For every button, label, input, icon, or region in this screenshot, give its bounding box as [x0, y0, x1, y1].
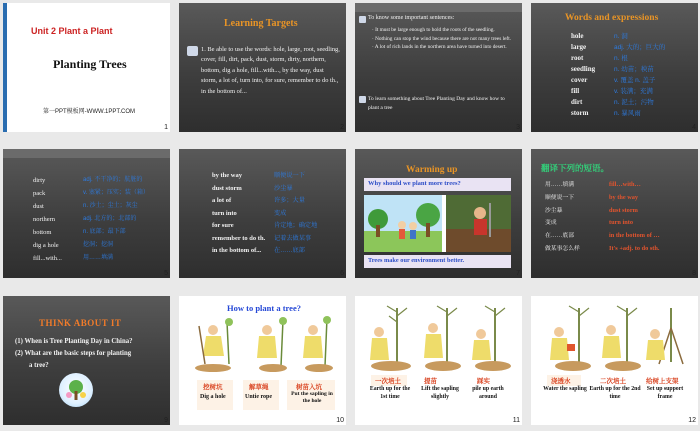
slide-3-canvas [355, 3, 522, 132]
caption-en: Lift the sapling slightly [421, 386, 459, 400]
step-water-figure [550, 306, 591, 371]
slide-number: 7 [516, 270, 520, 277]
meaning-item: v. 装满；充满 [614, 88, 653, 95]
word-item: remember to do th. [212, 234, 266, 242]
slide-10-canvas [179, 296, 346, 425]
question-text: Why should we plant more trees? [368, 180, 461, 187]
meaning-item: n. 暴风雨 [614, 110, 641, 117]
slide-heading: How to plant a tree? [227, 303, 301, 313]
phrase-item: 沙尘暴 [545, 207, 563, 214]
phrase-item: dust storm [609, 206, 638, 214]
meaning-item: adj. 大的；巨大的 [614, 44, 666, 51]
slide-heading: THINK ABOUT IT [39, 318, 122, 328]
meaning-item: adj. 北方的；北部的 [83, 216, 137, 222]
slide-thumbnail-6[interactable] [179, 149, 346, 278]
caption-cn: 树苗入坑 [296, 384, 322, 391]
note-icon [187, 46, 198, 56]
question-item: a tree? [29, 362, 49, 369]
caption-en: Water the sapling [543, 386, 587, 392]
slide-body: 1. Be able to use the words: hole, large, root, seedling, cover, fill, dirt, pack, dust, storm, dirty, northern, bottom, dig a hole, fill...with..., by the way, dust storm, a lot of, turn into, for sure, remember to do th., in the bottom of... [201, 46, 340, 95]
caption-cn: 提苗 [424, 378, 437, 385]
caption-en: Dig a hole [200, 394, 226, 400]
note-icon [359, 96, 366, 103]
meaning-column [83, 174, 149, 265]
word-item: bottom [33, 229, 52, 236]
slide-number: 8 [692, 270, 696, 277]
caption-cn: 浇透水 [551, 378, 571, 385]
word-item: by the way [212, 172, 242, 179]
meaning-item: 沙尘暴 [274, 184, 293, 192]
slide-top-bar [3, 149, 170, 158]
slide-heading: Words and expressions [565, 13, 659, 23]
slide-thumbnail-5[interactable] [3, 149, 170, 278]
meaning-item: v. 覆盖 n. 盖子 [614, 77, 656, 84]
slide-heading: Warming up [406, 165, 458, 175]
slide-4-canvas [531, 3, 698, 132]
question-item: (2) What are the basic steps for planting [15, 350, 132, 357]
sentence-item: · It must be large enough to hold the roots of the seedling. [372, 27, 495, 33]
meaning-item: 记着去做某事 [274, 234, 312, 242]
item-two: To learn something about Tree Planting Day and know how to plant a tree [368, 96, 505, 111]
slide-6-canvas [179, 149, 346, 278]
unit-label: Unit 2 Plant a Plant [31, 26, 113, 36]
phrase-item: fill…with… [609, 181, 641, 188]
word-item: a lot of [212, 197, 232, 204]
meaning-item: adj. 不干净的；肮脏的 [83, 177, 143, 183]
step-support-figure [646, 308, 683, 364]
slide-8-canvas [531, 149, 698, 278]
sentence-item: · Nothing can stop the wind because there are not many trees left. [372, 35, 511, 42]
phrase-item: turn into [609, 219, 633, 227]
phrase-item: It's +adj. to do sth. [609, 244, 660, 252]
word-item: turn into [212, 209, 237, 217]
meaning-item: n. 沙土；尘土；灰尘 [83, 203, 138, 209]
slide-thumbnail-8[interactable] [531, 149, 698, 278]
word-item: fill [571, 87, 580, 95]
slide-12-canvas [531, 296, 698, 425]
step-lift-figure [424, 306, 461, 371]
planting-steps-illustration [363, 304, 515, 374]
word-column [33, 174, 62, 265]
question-item: (1) When is Tree Planting Day in China? [15, 338, 133, 345]
slide-number: 1 [164, 124, 168, 131]
slide-thumbnail-3[interactable] [355, 3, 522, 132]
slide-number: 3 [516, 124, 520, 131]
tree-planting-illustration [364, 195, 511, 252]
meaning-column [274, 170, 317, 258]
slide-thumbnail-9[interactable] [3, 296, 170, 425]
caption-cn: 给树上支架 [646, 378, 679, 385]
word-item: northern [33, 216, 56, 223]
slide-thumbnail-4[interactable] [531, 3, 698, 132]
slide-number: 12 [688, 417, 696, 424]
slide-title: Planting Trees [53, 57, 127, 71]
planting-steps-illustration [189, 316, 339, 378]
word-item: storm [571, 109, 589, 117]
slide-number: 11 [512, 417, 520, 424]
slide-number: 2 [340, 124, 344, 131]
meaning-item: 许多；大量 [274, 197, 305, 204]
slide-thumbnail-2[interactable] [179, 3, 346, 132]
caption-en: Earth up for the 1st time [369, 386, 411, 400]
word-item: for sure [212, 222, 234, 229]
word-item: dig a hole [33, 242, 59, 249]
meaning-item: n. 幼苗；秧苗 [614, 66, 654, 73]
caption-cn: 解草绳 [249, 384, 269, 391]
word-item: pack [33, 190, 46, 197]
chinese-phrase-column [545, 179, 580, 256]
slide-11-canvas [355, 296, 522, 425]
phrase-item: 变成 [545, 220, 557, 227]
step-pile-figure [472, 306, 511, 371]
word-item: in the bottom of... [212, 247, 262, 254]
step-earth-up-figure [602, 306, 641, 371]
meaning-item: 顺便说一下 [274, 172, 305, 179]
phrase-item: 顺便说一下 [545, 194, 574, 201]
meaning-item: v. 塞紧；压实；装（箱） [83, 190, 149, 196]
step-place-figure [303, 316, 333, 372]
step-untie-figure [257, 317, 287, 372]
caption-en: Untie rope [245, 394, 273, 400]
slide-top-bar [355, 3, 522, 12]
slide-thumbnail-10[interactable] [179, 296, 346, 425]
word-item: hole [571, 32, 584, 40]
slide-number: 5 [164, 270, 168, 277]
meaning-item: 在……底部 [274, 247, 305, 254]
slide-thumbnail-12[interactable] [531, 296, 698, 425]
caption-en: Set up support frame [646, 386, 684, 400]
meaning-column [614, 31, 665, 119]
meaning-item: n. 泥土；污物 [614, 99, 654, 106]
slide-5-canvas [3, 149, 170, 278]
slide-thumbnail-1[interactable] [3, 3, 170, 132]
caption-cn: 踩实 [477, 378, 490, 385]
meaning-item: 挖洞；挖洞 [83, 242, 114, 248]
slide-number: 4 [692, 124, 696, 131]
meaning-item: 肯定地；确定地 [274, 222, 318, 229]
caption-en: pile up earth around [472, 386, 504, 400]
slide-heading: Learning Targets [224, 18, 298, 29]
word-item: dust storm [212, 184, 242, 192]
picture-panel [364, 195, 511, 252]
word-item: dust [33, 203, 44, 210]
word-item: root [571, 54, 584, 62]
caption-cn: 二次培土 [600, 378, 626, 385]
slide-number: 10 [336, 417, 344, 424]
slide-7-canvas [355, 149, 522, 278]
phrase-item: 在……底部 [545, 233, 574, 240]
slide-heading: 翻译下列的短语。 [541, 163, 610, 173]
meaning-item: n. 根 [614, 55, 628, 62]
word-item: large [571, 43, 587, 51]
word-item: fill...with... [33, 255, 62, 262]
tree-icon [59, 373, 93, 407]
caption-cn: 挖树坑 [203, 384, 223, 391]
word-item: seedling [571, 65, 596, 73]
slide-thumbnail-7[interactable] [355, 149, 522, 278]
word-item: dirt [571, 98, 583, 106]
question-list [15, 336, 133, 372]
sentence-list [372, 26, 518, 52]
accent-bar [3, 3, 7, 132]
planting-steps-illustration [539, 304, 691, 374]
phrase-item: 用……填满 [545, 182, 574, 188]
meaning-item: n. 底部；最下部 [83, 229, 126, 235]
meaning-item: 变成 [274, 209, 287, 217]
caption-cn: 一次培土 [375, 378, 401, 385]
english-phrase-column [609, 179, 660, 256]
slide-1-canvas [3, 3, 170, 132]
step-dig-figure [195, 318, 233, 372]
word-item: dirty [33, 177, 46, 184]
caption-en: Put the sapling in the hole [291, 391, 333, 404]
meaning-item: n. 洞 [614, 33, 628, 40]
word-column [571, 31, 595, 119]
phrase-item: in the bottom of … [609, 232, 660, 240]
sentence-item: · A lot of rich lands in the northern area have turned into desert. [372, 44, 507, 50]
footer-text: 第一PPT模板网-WWW.1PPT.COM [43, 109, 135, 115]
slide-thumbnail-11[interactable] [355, 296, 522, 425]
planting-badge [59, 373, 93, 407]
slide-2-canvas [179, 3, 346, 132]
slide-9-canvas [3, 296, 170, 425]
phrase-item: by the way [609, 193, 639, 201]
step-earth-up-figure [370, 306, 411, 371]
item-title: To know some important sentences: [368, 15, 455, 21]
meaning-item: 用……填满 [83, 255, 114, 261]
slide-number: 9 [164, 417, 168, 424]
caption-en: Earth up for the 2nd time [589, 386, 641, 400]
word-column [212, 170, 265, 258]
word-item: cover [571, 76, 588, 84]
answer-text: Trees make our environment better. [368, 257, 465, 264]
phrase-item: 做某事怎么样 [545, 245, 580, 252]
slide-number: 6 [340, 270, 344, 277]
note-icon [359, 16, 366, 23]
